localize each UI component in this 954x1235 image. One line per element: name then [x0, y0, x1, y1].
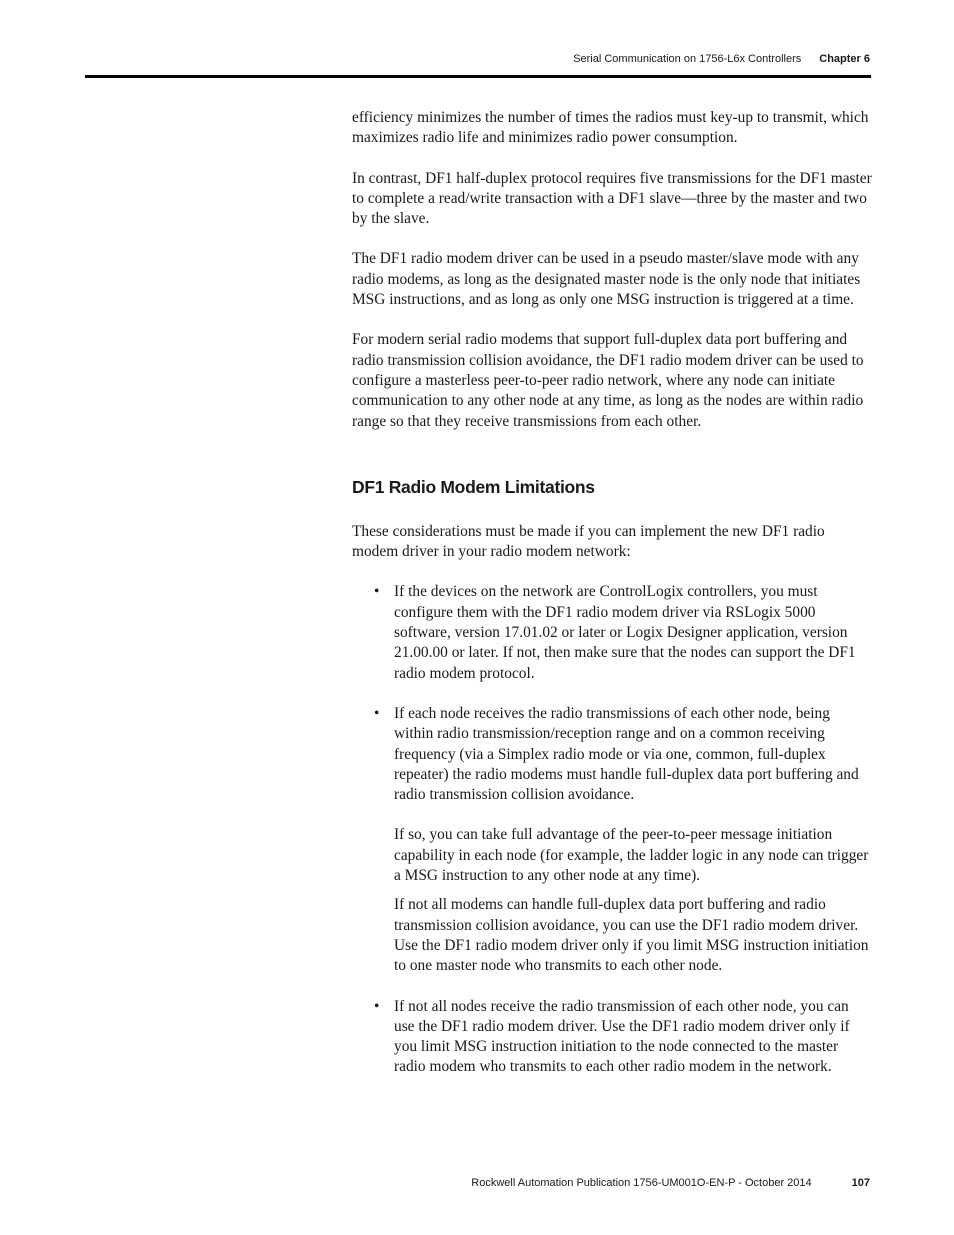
section-heading: DF1 Radio Modem Limitations [352, 476, 595, 497]
bullet-icon: • [374, 583, 380, 601]
page-footer [471, 1177, 870, 1189]
list-item-subparagraph: If so, you can take full advantage of the peer-to-peer message initiation capability in each node (for example, the ladder logic in any node can trigger a MSG instruction to any other node at any time). [394, 826, 869, 885]
limitations-intro: These considerations must be made if you can implement the new DF1 radio modem driver in your radio modem network: [352, 522, 825, 561]
header-section-title: Serial Communication on 1756-L6x Controllers [573, 53, 802, 65]
limitations-list [352, 582, 872, 1077]
body-paragraph: efficiency minimizes the number of times the radios must key-up to transmit, which maximizes radio life and minimizes radio power consumption. [352, 109, 869, 147]
list-item [352, 997, 872, 1078]
body-paragraph: For modern serial radio modems that support full-duplex data port buffering and radio transmission collision avoidance, the DF1 radio modem driver can be used to configure a masterless peer-to-peer radio network, where any node can initiate communication to any other node at any time, as long as the nodes are within radio range so that they receive transmissions from each other. [352, 331, 864, 430]
list-item-text: If not all nodes receive the radio transmission of each other node, you can use the DF1 radio modem driver. Use the DF1 radio modem driver only if you limit MSG instruction initiation to the node connected to the master radio modem who transmits to each other radio modem in the network. [394, 997, 850, 1076]
list-item-text: If each node receives the radio transmissions of each other node, being within radio transmission/reception range and on a common receiving frequency (via a Simplex radio mode or via one, common, full-duplex repeater) the radio modems must handle full-duplex data port buffering and radio transmission collision avoidance. [394, 704, 859, 804]
page-number: 107 [851, 1177, 870, 1189]
list-item-subparagraph: If not all modems can handle full-duplex data port buffering and radio transmission collision avoidance, you can use the DF1 radio modem driver. Use the DF1 radio modem driver only if you limit MSG instruction initiation to one master node who transmits to each other node. [394, 896, 869, 975]
bullet-icon: • [374, 704, 380, 722]
header-chapter-label: Chapter 6 [819, 53, 870, 65]
bullet-icon: • [374, 997, 380, 1015]
footer-publication: Rockwell Automation Publication 1756-UM001O-EN-P - October 2014 [471, 1177, 812, 1189]
list-item [352, 704, 872, 977]
main-content [352, 108, 872, 1098]
body-paragraph: The DF1 radio modem driver can be used in a pseudo master/slave mode with any radio modems, as long as the designated master node is the only node that initiates MSG instructions, and as long as only one MSG instruction is triggered at a time. [352, 250, 861, 309]
header-divider [85, 75, 871, 78]
list-item-text: If the devices on the network are ControlLogix controllers, you must configure them with the DF1 radio modem driver via RSLogix 5000 software, version 17.01.02 or later or Logix Designer application, version 21.00.00 or later. If not, then make sure that the nodes can support the DF1 radio modem protocol. [394, 583, 856, 682]
body-paragraph: In contrast, DF1 half-duplex protocol requires five transmissions for the DF1 master to complete a read/write transaction with a DF1 slave—three by the master and two by the slave. [352, 169, 872, 228]
page-header [573, 53, 870, 65]
list-item [352, 582, 872, 683]
